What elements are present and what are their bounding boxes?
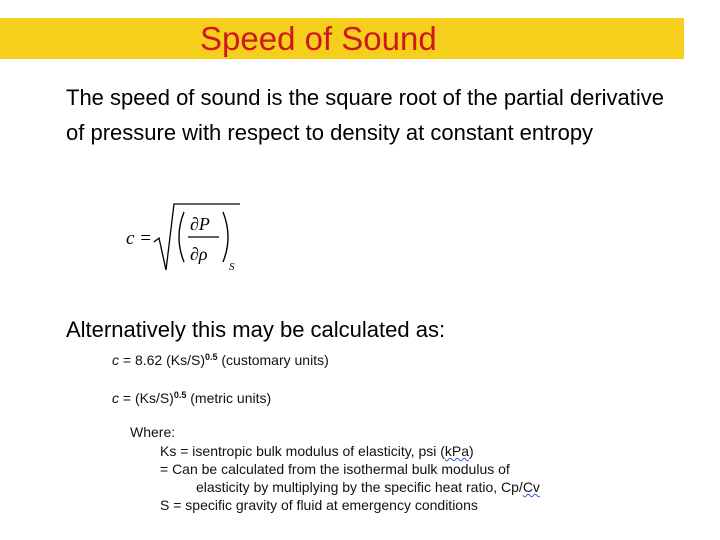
eq1-body: = 8.62 (Ks/S)	[119, 352, 205, 368]
customary-units-equation	[112, 348, 329, 369]
intro-paragraph: The speed of sound is the square root of the partial derivative of pressure with respect to density at constant entropy	[66, 85, 665, 145]
eq2-note: (metric units)	[186, 390, 272, 406]
metric-units-equation	[112, 386, 271, 407]
speed-of-sound-formula	[126, 200, 256, 278]
formula-denominator: ∂ρ	[190, 244, 208, 264]
eq1-c: c	[112, 352, 119, 368]
formula-subscript: S	[229, 261, 235, 273]
eq1-note: (customary units)	[217, 352, 329, 368]
formula-lhs: c =	[126, 228, 153, 249]
s-definition: S = specific gravity of fluid at emergency conditions	[160, 497, 478, 513]
eq2-c: c	[112, 390, 119, 406]
calc-line-2-text: elasticity by multiplying by the specific heat ratio, Cp/	[196, 479, 523, 495]
alternative-intro: Alternatively this may be calculated as:	[66, 317, 446, 342]
calc-line-2	[196, 478, 540, 497]
ks-def-close: )	[469, 443, 474, 459]
where-label: Where:	[130, 424, 176, 440]
ks-unit: kPa	[444, 443, 470, 459]
eq1-exponent: 0.5	[204, 352, 218, 362]
ks-definition	[160, 442, 474, 461]
eq2-body: = (Ks/S)	[119, 390, 174, 406]
ks-def-text: Ks = isentropic bulk modulus of elasticity, psi (	[160, 443, 445, 459]
slide-title: Speed of Sound	[200, 20, 437, 57]
left-paren	[179, 212, 184, 262]
right-paren	[223, 212, 228, 262]
calc-line-1: = Can be calculated from the isothermal bulk modulus of	[160, 461, 510, 477]
cv-unit: Cv	[522, 479, 540, 495]
formula-numerator: ∂P	[190, 214, 210, 234]
eq2-exponent: 0.5	[173, 390, 187, 400]
